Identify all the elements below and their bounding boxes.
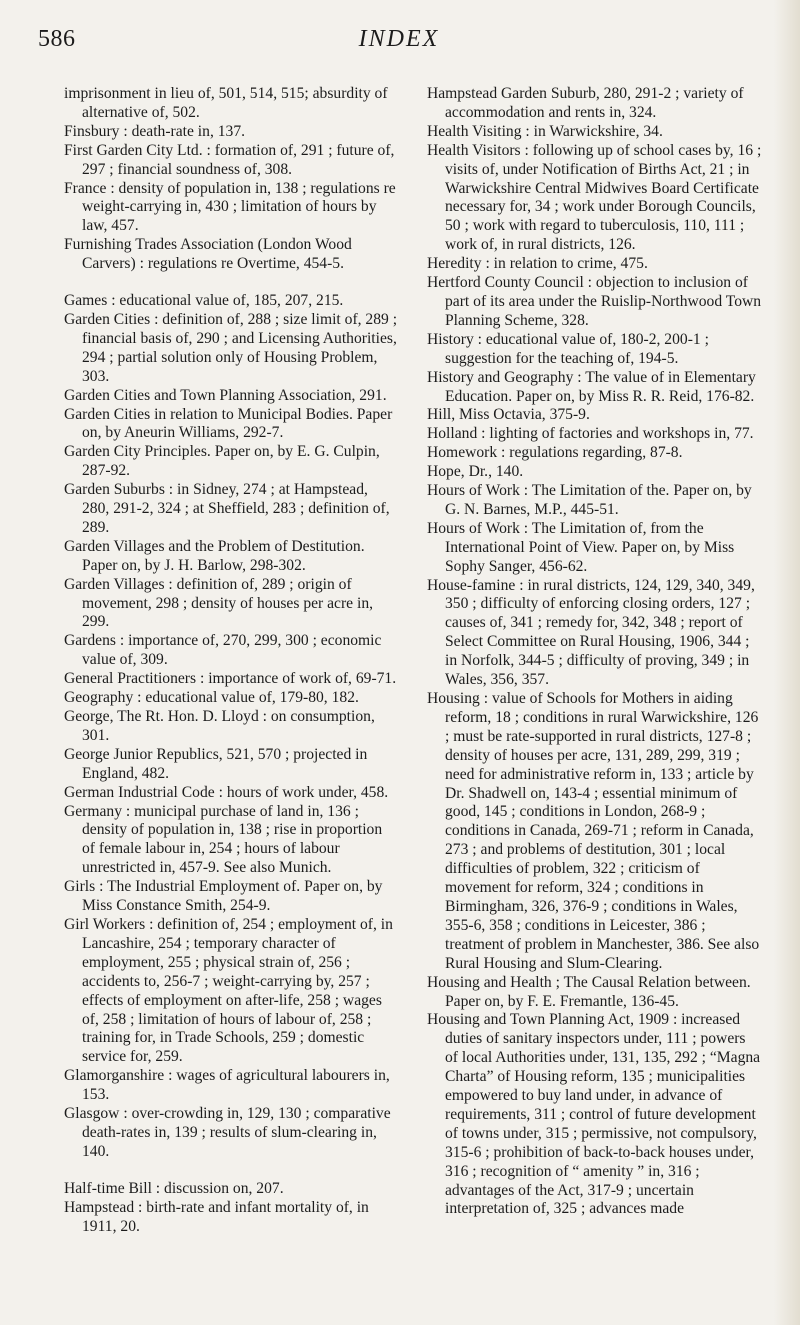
- index-entry: Housing and Town Planning Act, 1909 : increased duties of sanitary inspectors under, 111 ; powers of local Authorities under, 131, 135, 292 ; “Magna Charta” of Housing reform, 135 ; municipalities empowered to buy land under, in advance of requirements, 311 ; control of future development of towns under, 315 ; permissive, not compulsory, 315-6 ; prohibition of back-to-back houses under, 316 ; recognition of “ amenity ” in, 316 ; advantages of the Act, 317-9 ; uncertain interpretation of, 325 ; advances made: [427, 1011, 761, 1218]
- index-entry: General Practitioners : importance of work of, 69-71.: [64, 670, 397, 688]
- index-entry: Germany : municipal purchase of land in, 136 ; density of population in, 138 ; rise in proportion of female labour in, 254 ; hours of labour unrestricted in, 457-9. See also Munich.: [64, 802, 383, 877]
- index-column-left: [64, 85, 399, 1236]
- index-entry: History and Geography : The value of in Elementary Education. Paper on, by Miss R. R. Reid, 176-82.: [427, 368, 756, 405]
- index-entry: Garden Suburbs : in Sidney, 274 ; at Hampstead, 280, 291-2, 324 ; at Sheffield, 283 ; definition of, 289.: [64, 481, 390, 536]
- index-entry: Hope, Dr., 140.: [427, 463, 524, 481]
- index-entry: Hampstead : birth-rate and infant mortality of, in 1911, 20.: [64, 1198, 369, 1235]
- index-entry: France : density of population in, 138 ; regulations re weight-carrying in, 430 ; limitation of hours by law, 457.: [64, 179, 396, 235]
- index-entry: Girl Workers : definition of, 254 ; employment of, in Lancashire, 254 ; temporary character of employment, 255 ; physical strain of, 256 ; accidents to, 256-7 ; weight-carrying by, 257 ; effects of employment on after-life, 258 ; wages of, 258 ; limitation of hours of labour of, 258 ; training for, in Trade Schools, 259 ; domestic service for, 259.: [64, 915, 393, 1066]
- index-entry: Garden Villages and the Problem of Destitution. Paper on, by J. H. Barlow, 298-302.: [64, 537, 365, 574]
- index-entry: Garden Cities and Town Planning Association, 291.: [64, 386, 387, 404]
- section-gap: [64, 1162, 399, 1180]
- index-entry: Gardens : importance of, 270, 299, 300 ; economic value of, 309.: [64, 632, 382, 669]
- index-entry: Health Visiting : in Warwickshire, 34.: [427, 122, 663, 140]
- index-entry: Garden Villages : definition of, 289 ; origin of movement, 298 ; density of houses per acre in, 299.: [64, 575, 374, 631]
- index-entry: Hertford County Council : objection to inclusion of part of its area under the Ruislip-Northwood Town Planning Scheme, 328.: [427, 274, 762, 329]
- running-title: INDEX: [358, 26, 440, 52]
- index-entry: Hill, Miss Octavia, 375-9.: [427, 406, 590, 424]
- index-entry: House-famine : in rural districts, 124, 129, 340, 349, 350 ; difficulty of enforcing closing orders, 127 ; causes of, 341 ; remedy for, 342, 348 ; report of Select Committee on Rural Housing, 1906, 344 ; in Norfolk, 344-5 ; difficulty of proving, 349 ; in Wales, 356, 357.: [427, 576, 755, 689]
- index-entry: George, The Rt. Hon. D. Lloyd : on consumption, 301.: [64, 708, 375, 744]
- index-entry: Health Visitors : following up of school cases by, 16 ; visits of, under Notification of Births Act, 21 ; in Warwickshire Central Midwives Board Certificate necessary for, 34 ; work under Borough Councils, 50 ; work with regard to tuberculosis, 110, 111 ; work of, in rural districts, 126.: [427, 141, 762, 254]
- index-entry: Heredity : in relation to crime, 475.: [427, 255, 648, 273]
- index-entry: imprisonment in lieu of, 501, 514, 515; absurdity of alternative of, 502.: [64, 85, 388, 121]
- section-gap: [64, 274, 399, 292]
- index-entry: Hours of Work : The Limitation of, from the International Point of View. Paper on, by Miss Sophy Sanger, 456-62.: [427, 519, 735, 575]
- index-entry: Games : educational value of, 185, 207, 215.: [64, 292, 344, 310]
- index-entry: First Garden City Ltd. : formation of, 291 ; future of, 297 ; financial soundness of, 308.: [64, 141, 395, 178]
- index-entry: German Industrial Code : hours of work under, 458.: [64, 783, 389, 801]
- index-entry: Hours of Work : The Limitation of the. Paper on, by G. N. Barnes, M.P., 445-51.: [427, 482, 752, 518]
- index-column-right: [427, 85, 762, 1219]
- index-entry: Homework : regulations regarding, 87-8.: [427, 444, 683, 462]
- index-entry: Garden Cities : definition of, 288 ; size limit of, 289 ; financial basis of, 290 ; and Licensing Authorities, 294 ; partial solution only of Housing Problem, 303.: [64, 310, 398, 385]
- index-entry: Girls : The Industrial Employment of. Paper on, by Miss Constance Smith, 254-9.: [64, 878, 383, 915]
- index-entry: Garden City Principles. Paper on, by E. G. Culpin, 287-92.: [64, 443, 380, 480]
- index-entry: Glasgow : over-crowding in, 129, 130 ; comparative death-rates in, 139 ; results of slum-clearing in, 140.: [64, 1105, 391, 1160]
- index-entry: Half-time Bill : discussion on, 207.: [64, 1179, 284, 1197]
- index-entry: George Junior Republics, 521, 570 ; projected in England, 482.: [64, 745, 368, 782]
- index-entry: Garden Cities in relation to Municipal Bodies. Paper on, by Aneurin Williams, 292-7.: [64, 405, 393, 442]
- index-entry: Housing and Health ; The Causal Relation between. Paper on, by F. E. Fremantle, 136-45.: [427, 973, 751, 1010]
- index-entry: Housing : value of Schools for Mothers in aiding reform, 18 ; conditions in rural Warwickshire, 126 ; must be rate-supported in rural districts, 127-8 ; density of houses per acre, 131, 289, 299, 319 ; need for administrative reform in, 133 ; article by Dr. Shadwell on, 143-4 ; essential minimum of good, 145 ; conditions in London, 268-9 ; conditions in Canada, 269-71 ; reform in Canada, 273 ; and problems of destitution, 301 ; local difficulties of problem, 322 ; criticism of movement for reform, 324 ; conditions in Birmingham, 326, 376-9 ; conditions in Wales, 355-6, 358 ; conditions in Leicester, 386 ; treatment of problem in Manchester, 386. See also Rural Housing and Slum-Clearing.: [427, 690, 760, 972]
- index-entry: Holland : lighting of factories and workshops in, 77.: [427, 425, 754, 443]
- index-entry: Glamorganshire : wages of agricultural labourers in, 153.: [64, 1067, 390, 1104]
- page-number: 586: [38, 26, 76, 52]
- index-entry: Geography : educational value of, 179-80, 182.: [64, 689, 359, 707]
- page-header: [38, 22, 760, 62]
- index-entry: Furnishing Trades Association (London Wood Carvers) : regulations re Overtime, 454-5.: [64, 236, 352, 273]
- index-entry: History : educational value of, 180-2, 200-1 ; suggestion for the teaching of, 194-5.: [427, 330, 709, 367]
- page-edge-shadow: [774, 0, 800, 1325]
- index-entry: Hampstead Garden Suburb, 280, 291-2 ; variety of accommodation and rents in, 324.: [427, 85, 744, 121]
- index-entry: Finsbury : death-rate in, 137.: [64, 122, 246, 140]
